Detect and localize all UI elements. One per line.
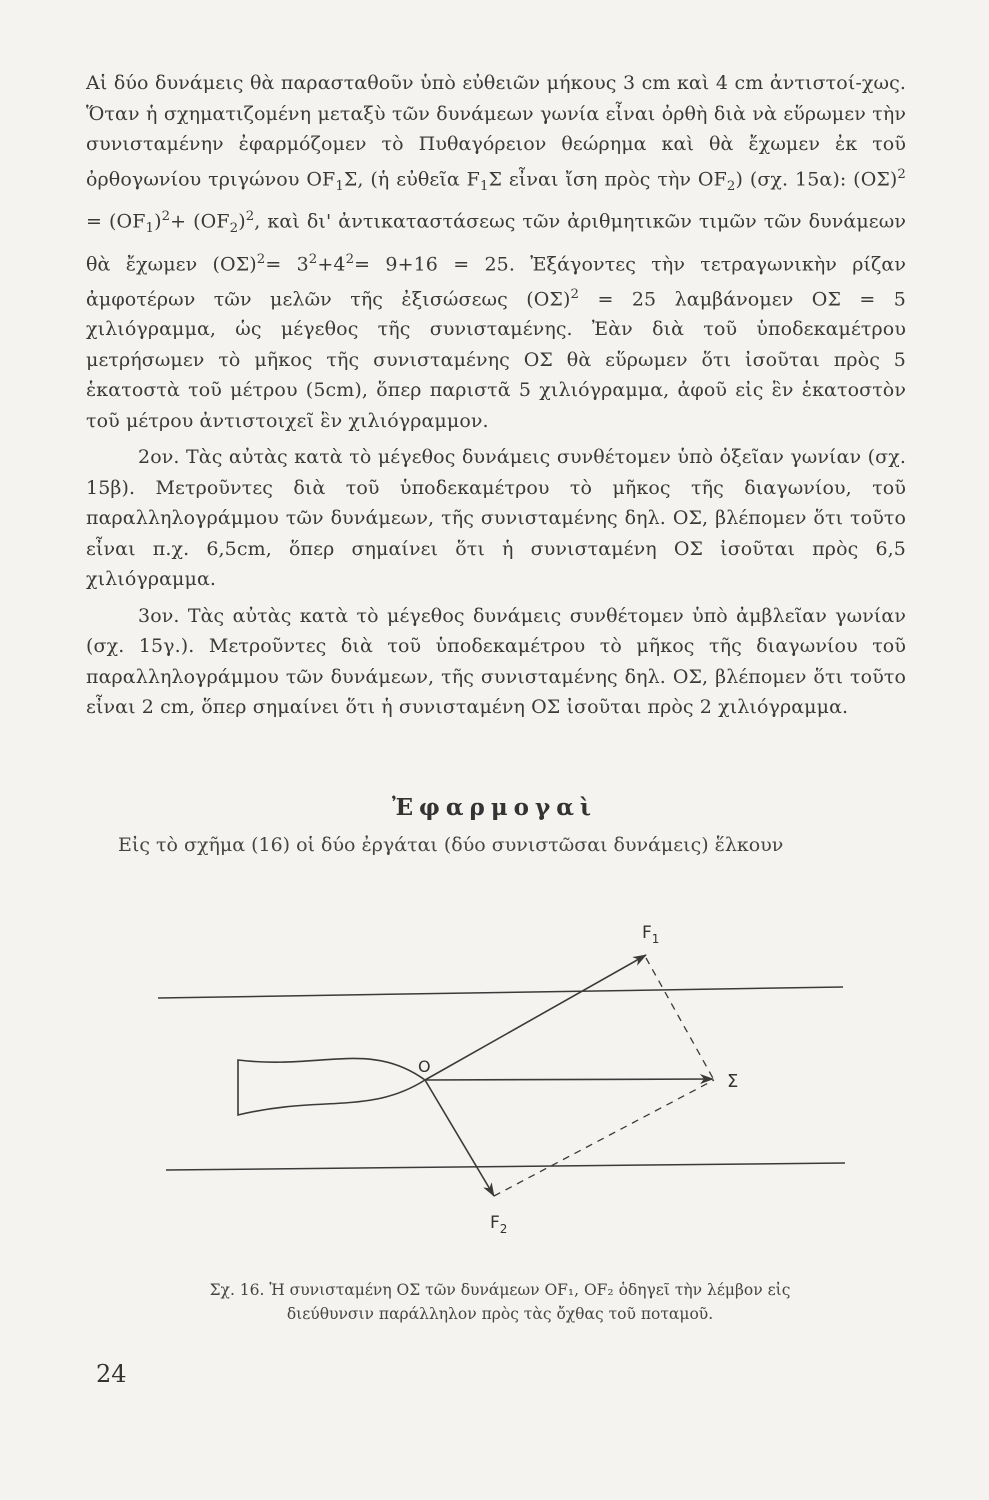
river-bank-top (158, 987, 843, 998)
section-heading: Ἐφαρμογαὶ (391, 794, 598, 821)
paragraph-3: 3ον. Τὰς αὐτὰς κατὰ τὸ μέγεθος δυνάμεις συνθέτομεν ὑπὸ ἀμβλεῖαν γωνίαν (σχ. 15γ.). Μετροῦντες διὰ τοῦ ὑποδεκαμέτρου τὸ μῆκος τῆς διαγωνίου τοῦ παραλληλογράμμου τῶν δυνάμεων, τῆς συνισταμένης δηλ. ΟΣ, βλέπομεν ὅτι τοῦτο εἶναι 2 cm, ὅπερ σημαίνει ὅτι ἡ συνισταμένη ΟΣ ἰσοῦται πρὸς 2 χιλιόγραμμα. (86, 604, 906, 719)
boat (238, 1058, 425, 1115)
intro-line: Εἰς τὸ σχῆμα (16) οἱ δύο ἐργάται (δύο συνιστῶσαι δυνάμεις) ἕλκουν (118, 834, 784, 856)
caption-line-2: διεύθυνσιν παράλληλον πρὸς τὰς ὄχθας τοῦ ποταμοῦ. (286, 1305, 714, 1323)
label-o: O (418, 1057, 431, 1076)
label-f1: $F_1$ (642, 923, 660, 946)
caption-line-1: Σχ. 16. Ἡ συνισταμένη ΟΣ τῶν δυνάμεων OF₁, OF₂ ὁδηγεῖ τὴν λέμβον εἰς (209, 1281, 791, 1299)
page-number: 24 (96, 1360, 127, 1388)
figure-caption (100, 1278, 900, 1326)
paragraph-2: 2ον. Τὰς αὐτὰς κατὰ τὸ μέγεθος δυνάμεις συνθέτομεν ὑπὸ ὀξεῖαν γωνίαν (σχ. 15β). Μετροῦντες διὰ τοῦ ὑποδεκαμέτρου τὸ μῆκος τῆς διαγωνίου, τοῦ παραλληλογράμμου τῶν δυνάμεων, τῆς συνισταμένης δηλ. ΟΣ, βλέπομεν ὅτι τοῦτο εἶναι π.χ. 6,5cm, ὅπερ σημαίνει ὅτι ἡ συνισταμένη ΟΣ ἰσοῦται πρὸς 6,5 χιλιόγραμμα. (86, 446, 906, 591)
dashed-side-f1 (646, 958, 714, 1080)
force-f1-arrow (425, 955, 646, 1080)
dashed-side-f2 (494, 1080, 714, 1196)
label-sigma: Σ (727, 1071, 739, 1092)
resultant-arrow (425, 1079, 713, 1080)
label-f2: $F_2$ (490, 1213, 508, 1236)
paragraph-1: Αἱ δύο δυνάμεις θὰ παρασταθοῦν ὑπὸ εὐθειῶν μήκους 3 cm καὶ 4 cm ἀντιστοί-χως. Ὅταν ἡ σχηματιζομένη μεταξὺ τῶν δυνάμεων γωνία εἶναι ὀρθὴ διὰ νὰ εὕρωμεν τὴν συνισταμένην ἐφαρμόζομεν τὸ Πυθαγόρειον θεώρημα καὶ θὰ ἔχωμεν ἐκ τοῦ ὀρθογωνίου τριγώνου $OF_1\Sigma$, (ἡ εὐθεῖα $F_1\Sigma$ εἶναι ἴση πρὸς τὴν $OF_2$) (σχ. 15α): $(O\Sigma)^2 = (OF_1)^2+ (OF_2)^2$, καὶ δι' ἀντικαταστάσεως τῶν ἀριθμητικῶν τιμῶν τῶν δυνάμεων θὰ ἔχωμεν $(O\Sigma)^2= 3^2+4^2= 9+16 = 25$. Ἐξάγοντες τὴν τετραγωνικὴν ρίζαν ἀμφοτέρων τῶν μελῶν τῆς ἐξισώσεως $(O\Sigma)^2 = 25$ λαμβάνομεν ΟΣ = 5 χιλιόγραμμα, ὡς μέγεθος τῆς συνισταμένης. Ἐὰν διὰ τοῦ ὑποδεκαμέτρου μετρήσωμεν τὸ μῆκος τῆς συνισταμένης ΟΣ θὰ εὕρωμεν ὅτι ἰσοῦται πρὸς 5 ἑκατοστὰ τοῦ μέτρου (5cm), ὅπερ παριστᾶ 5 χιλιόγραμμα, ἀφοῦ εἰς ἓν ἑκατοστὸν τοῦ μέτρου ἀντιστοιχεῖ ἓν χιλιόγραμμον. (86, 72, 906, 432)
river-bank-bottom (166, 1163, 845, 1170)
force-f2-arrow (425, 1080, 494, 1196)
